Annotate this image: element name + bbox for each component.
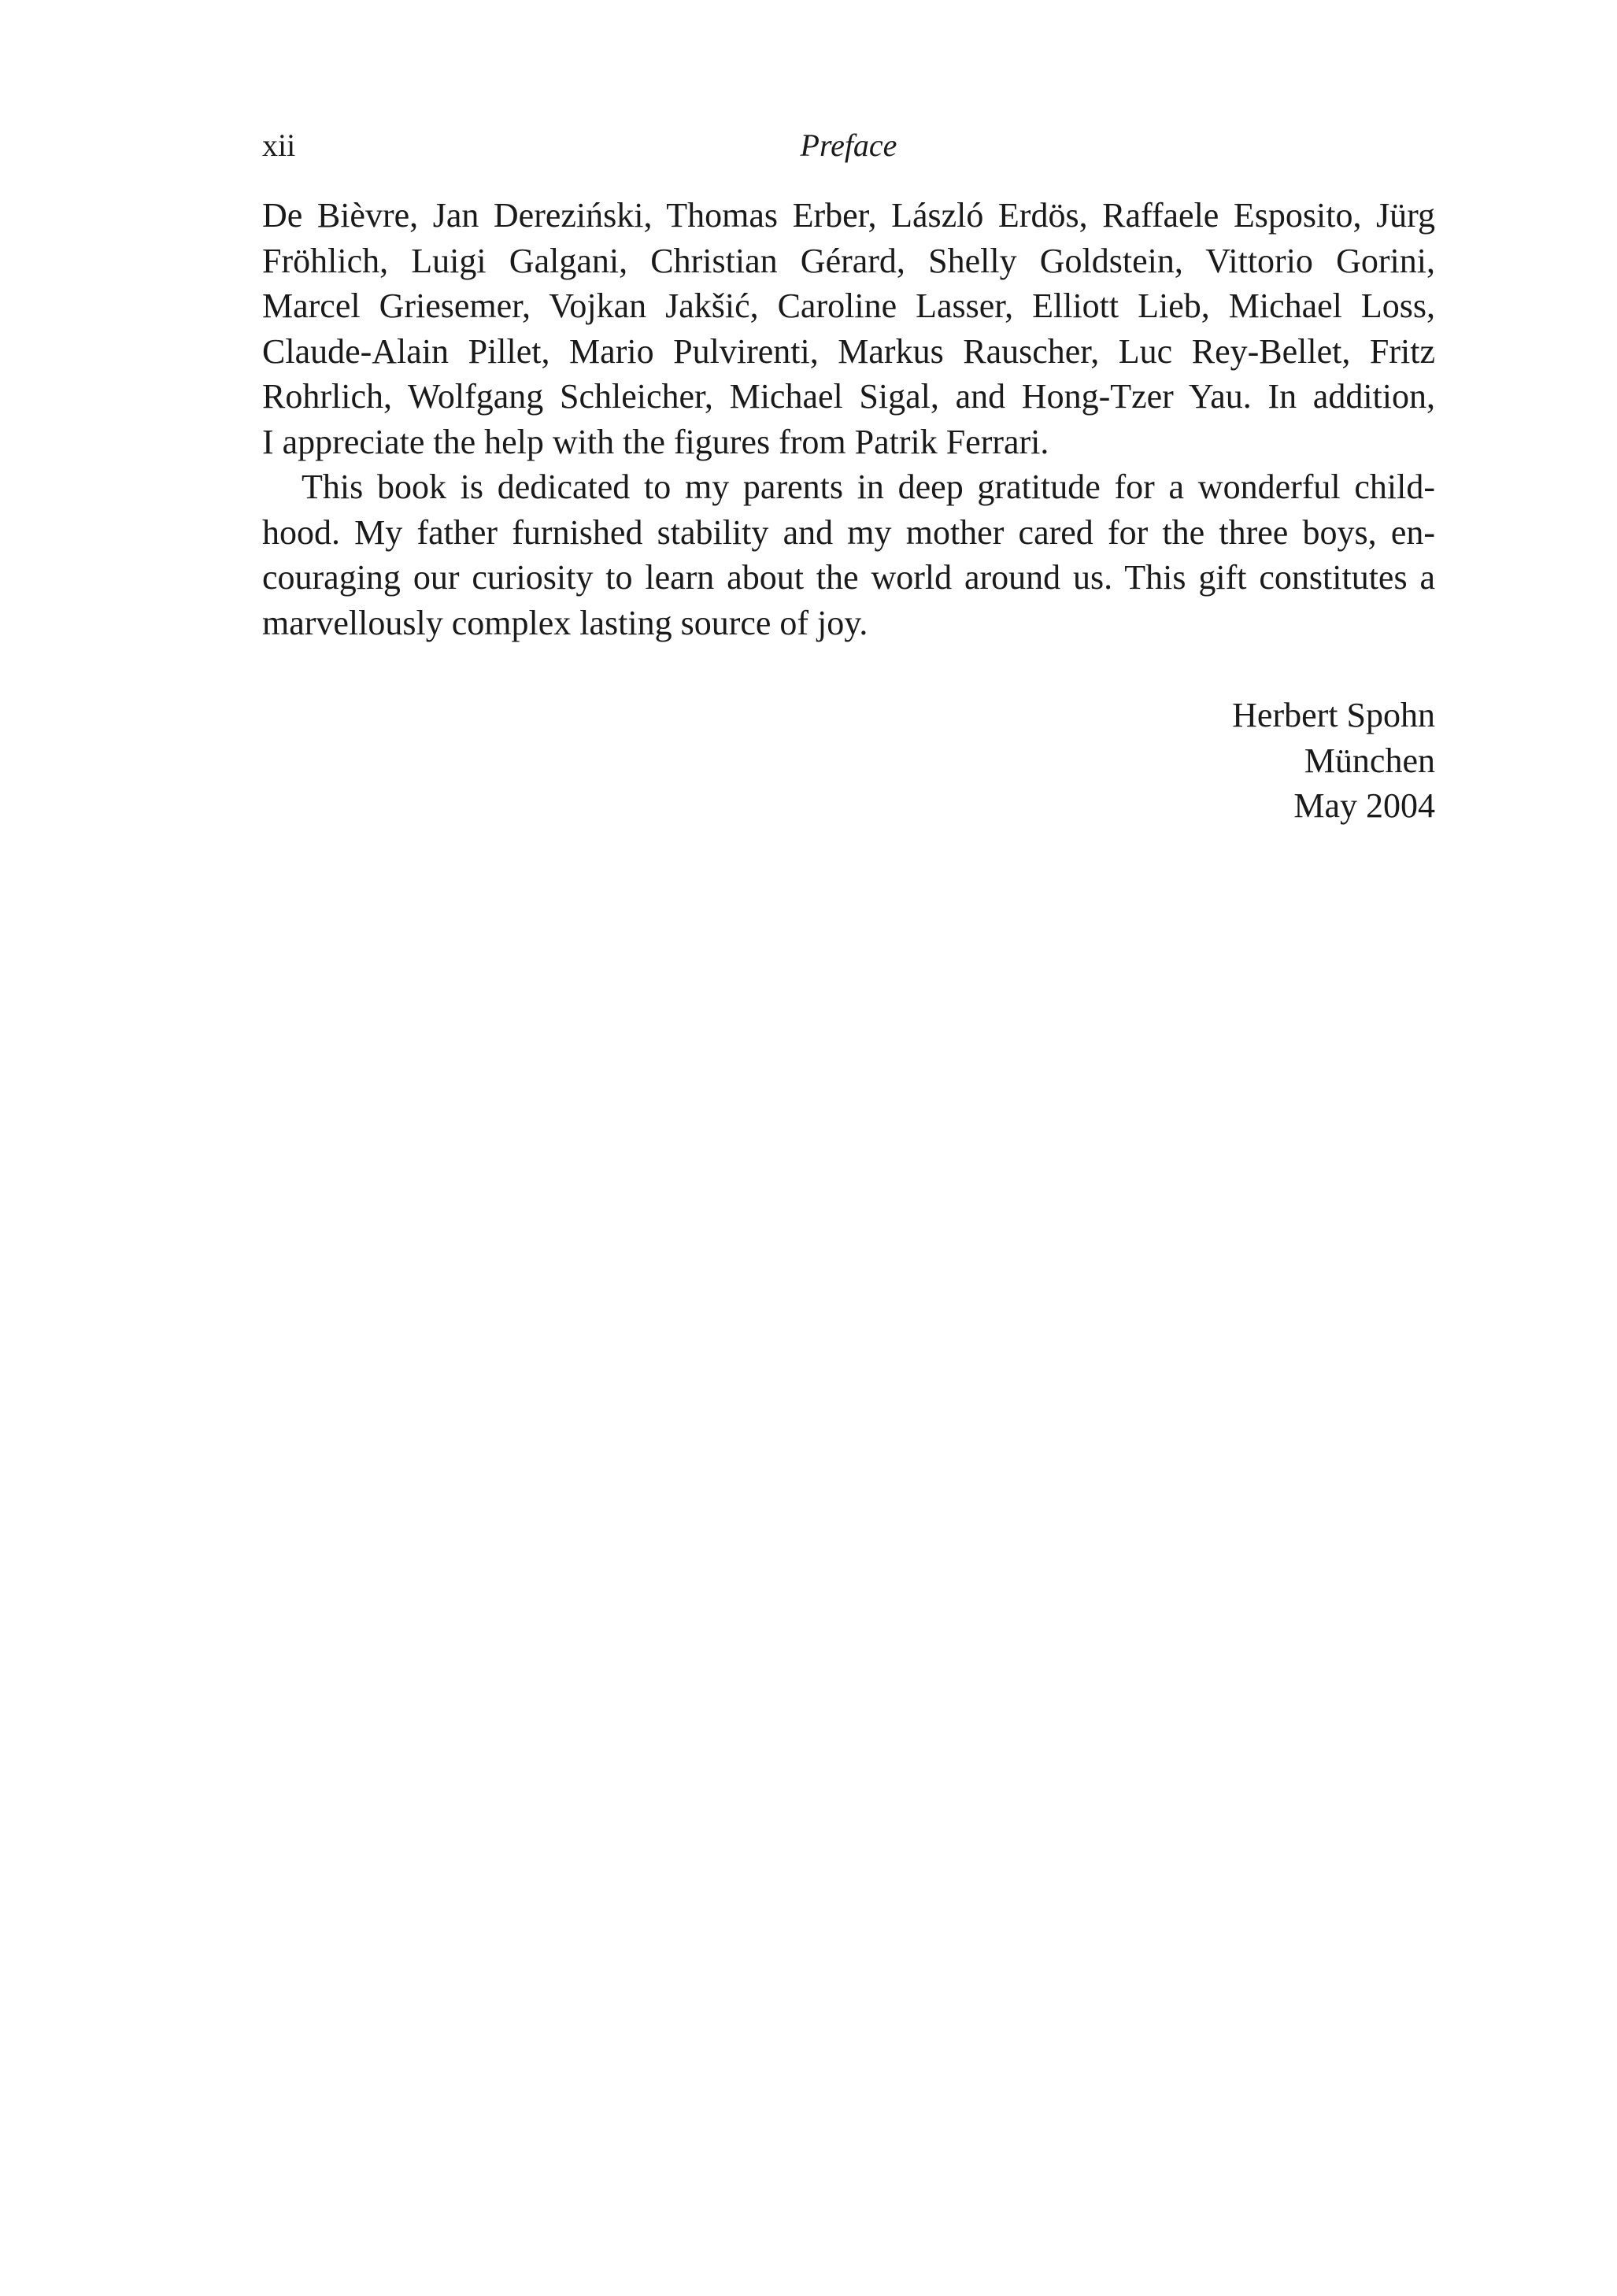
- text-line: I appreciate the help with the figures from Patrik Ferrari.: [262, 422, 1049, 461]
- acknowledgements-paragraph: [262, 193, 1435, 464]
- date: May 2004: [1293, 786, 1435, 825]
- text-line: Claude-Alain Pillet, Mario Pulvirenti, Markus Rauscher, Luc Rey-Bellet, Fritz: [262, 331, 1435, 371]
- body-text: [262, 193, 1435, 645]
- place: München: [1304, 741, 1435, 780]
- dedication-paragraph: [262, 464, 1435, 645]
- text-line: hood. My father furnished stability and my mother cared for the three boys, en-: [262, 512, 1435, 552]
- signature-block: [1232, 693, 1435, 829]
- text-line: couraging our curiosity to learn about the world around us. This gift constitutes a: [262, 558, 1435, 597]
- text-line: De Bièvre, Jan Dereziński, Thomas Erber, László Erdös, Raffaele Esposito, Jürg: [262, 196, 1435, 235]
- page-number: xii: [262, 128, 296, 163]
- author-name: Herbert Spohn: [1232, 696, 1435, 734]
- text-line: This book is dedicated to my parents in deep gratitude for a wonderful child-: [302, 468, 1435, 506]
- text-line: marvellously complex lasting source of joy.: [262, 603, 868, 642]
- text-line: Rohrlich, Wolfgang Schleicher, Michael Sigal, and Hong-Tzer Yau. In addition,: [262, 377, 1435, 416]
- running-head: Preface: [800, 128, 897, 163]
- page-header: [262, 126, 1435, 165]
- text-line: Fröhlich, Luigi Galgani, Christian Gérard, Shelly Goldstein, Vittorio Gorini,: [262, 241, 1435, 280]
- text-line: Marcel Griesemer, Vojkan Jakšić, Caroline Lasser, Elliott Lieb, Michael Loss,: [262, 287, 1435, 325]
